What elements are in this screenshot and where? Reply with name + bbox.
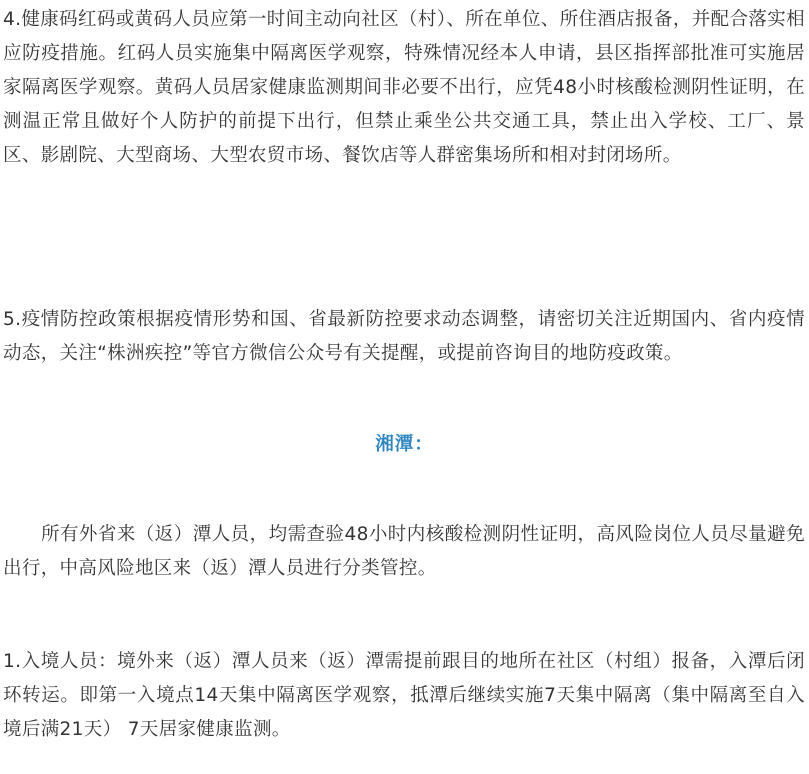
paragraph-item-4: 4.健康码红码或黄码人员应第一时间主动向社区（村）、所在单位、所住酒店报备，并配合落实相应防疫措施。红码人员实施集中隔离医学观察，特殊情况经本人申请，县区指挥部批准可实施居家隔离医学观察。黄码人员居家健康监测期间非必要不出行，应凭48小时核酸检测阴性证明，在测温正常且做好个人防护的前提下出行，但禁止乘坐公共交通工具，禁止出入学校、工厂、景区、影剧院、大型商场、大型农贸市场、餐饮店等人群密集场所和相对封闭场所。 — [3, 9, 805, 166]
paragraph-item-5: 5.疫情防控政策根据疫情形势和国、省最新防控要求动态调整，请密切关注近期国内、省内疫情动态，关注“株洲疾控”等官方微信公众号有关提醒，或提前咨询目的地防疫政策。 — [3, 309, 805, 364]
paragraph-section-item-1: 1.入境人员：境外来（返）潭人员来（返）潭需提前跟目的地所在社区（村组）报备，入潭后闭环转运。即第一入境点14天集中隔离医学观察，抵潭后继续实施7天集中隔离（集中隔离至自入境后满21天） 7天居家健康监测。 — [3, 651, 805, 740]
paragraph-section-intro: 所有外省来（返）潭人员，均需查验48小时内核酸检测阴性证明，高风险岗位人员尽量避免出行，中高风险地区来（返）潭人员进行分类管控。 — [3, 524, 805, 579]
section-heading-xiangtan: 湘潭： — [375, 434, 434, 455]
